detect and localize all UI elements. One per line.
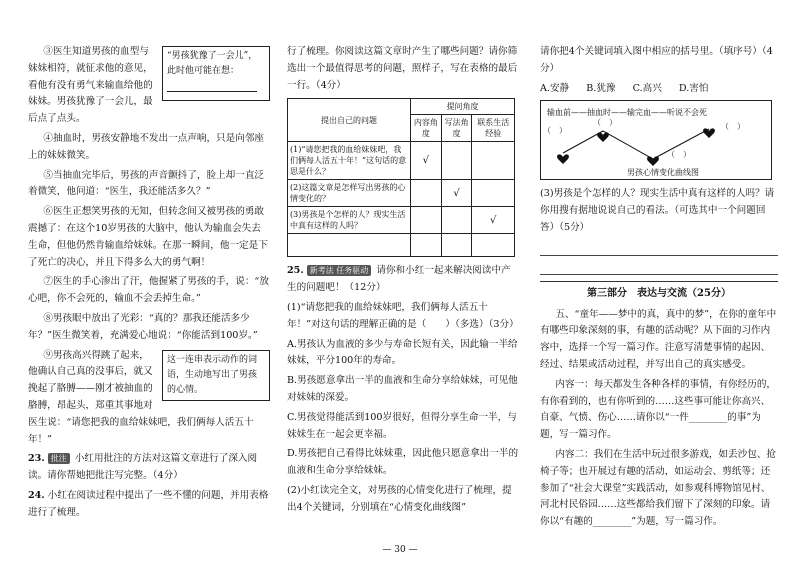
paragraph-3: ③医生知道男孩的血型与妹妹相符，就征求他的意见，看他有没有勇气来输血给他的妹妹。男孩犹豫了一会儿，最后点了点头。 xyxy=(28,46,153,125)
keyword-options xyxy=(540,81,778,98)
diagram-caption: 男孩心情变化曲线图 xyxy=(627,168,699,178)
table-header-question: 提出自己的问题 xyxy=(288,99,411,142)
table-header-content: 内容角度 xyxy=(411,115,442,142)
question-tag: 批注 xyxy=(48,453,70,464)
right-column xyxy=(540,44,778,534)
option-c[interactable]: C.男孩觉得能活到100岁很好，但得分享生命一半，与妹妹生在一起会更幸福。 xyxy=(287,411,517,440)
annotation-box-1: “男孩犹豫了一会儿”，此时他可能在想： xyxy=(162,46,270,101)
paragraph-8: ⑧男孩眼中放出了光彩：“真的？那我还能活多少年？”医生微笑着，充满爱心地说：“你能活到100岁。” xyxy=(28,312,258,341)
middle-column xyxy=(287,44,519,520)
left-column xyxy=(28,44,270,525)
writing-option-2: 内容二：我们在生活中玩过很多游戏，如丢沙包、抢椅子等；也开展过有趣的活动，如运动会、剪纸等；还参加了“社会大课堂”实践活动，如参观科博物馆见村、河北村民俗园……这些都给我们留下了深刻的印象。请你以“有趣的________”为题，写一篇习作。 xyxy=(540,448,777,528)
table-row: (1)“请您把我的血给妹妹吧，我们俩每人活五十年！”这句话的意思是什么？ √ xyxy=(288,142,515,180)
answer-line[interactable] xyxy=(540,260,778,275)
paragraph-7: ⑦医生的手心渗出了汗，他握紧了男孩的手，说：“放心吧，你不会死的，输血不会丢掉生命。” xyxy=(28,276,269,305)
keyword-c: C.高兴 xyxy=(632,82,662,94)
annotation-box-2: 这一连串表示动作的词语，生动地写出了男孩的心情。 xyxy=(162,350,270,401)
page-number: — 30 — xyxy=(382,545,418,555)
heart-icon xyxy=(597,133,609,143)
table-header-angle: 提问角度 xyxy=(411,99,515,115)
diagram-blank-4[interactable]: （ ） xyxy=(721,122,745,132)
paragraph-9: ⑨男孩高兴得跳了起来，他确认自己真的没事后，就又挽起了胳膊——刚才被抽血的胳膊，昂起头，郑重其事地对医生说：“请您把我的血给妹妹吧，我们俩每人活五十年！” xyxy=(28,349,254,445)
table-header-writing: 写法角度 xyxy=(441,115,472,142)
question-24: 24. 小红在阅读过程中提出了一些不懂的问题，并用表格进行了梳理。 xyxy=(28,489,269,518)
option-b[interactable]: B.男孩愿意拿出一半的血液和生命分享给妹妹，可见他对妹妹的深爱。 xyxy=(287,375,518,403)
question-25-3: (3)男孩是个怎样的人？现实生活中真有这样的人吗？请你用搜有据地说说自己的看法。（可选其中一个问题回答）（5分） xyxy=(540,188,775,233)
table-row-answer[interactable] xyxy=(288,234,515,257)
check-mark: √ xyxy=(441,180,472,207)
table-row: (2)这篇文章是怎样写出男孩的心情变化的？ √ xyxy=(288,180,515,207)
diagram-blank-2[interactable]: （ ） xyxy=(593,118,617,128)
diagram-stages: 输血前——抽血时——输完血——听说不会死 xyxy=(547,108,707,118)
question-23: 23. 批注 小红用批注的方法对这篇文章进行了深入阅读。请你帮她把批注写完整。（4分） xyxy=(28,453,258,482)
question-25-2: (2)小红读完全文，对男孩的心情变化进行了梳理，提出4个关键词，分别填在“心情变化曲线图” xyxy=(287,484,512,513)
question-25-1: (1)“请您把我的血给妹妹吧，我们俩每人活五十年！”对这句话的理解正确的是（ ）（多选）（3分） xyxy=(287,301,519,330)
table-row: (3)男孩是个怎样的人？现实生活中真有这样的人吗？ √ xyxy=(288,207,515,234)
paragraph-6: ⑥医生正想笑男孩的无知，但转念间又被男孩的勇敢震撼了：在这个10岁男孩的大脑中，他认为输血会失去生命，但他仍然肯输血给妹妹。在那一瞬间，他一定是下了死亡的决心，并且下得多么大的勇气啊！ xyxy=(28,206,268,268)
option-a[interactable]: A.男孩认为血液的多少与寿命长短有关，因此输一半给妹妹，平分100年的寿命。 xyxy=(287,338,518,367)
question-25: 25. 新考法 任务驱动 请你和小红一起来解决阅读中产生的问题吧！（12分） xyxy=(287,265,511,294)
paragraph-4: ④抽血时，男孩安静地不发出一点声响，只是向邻座上的妹妹微笑。 xyxy=(28,132,265,161)
option-d[interactable]: D.男孩把自己看得比妹妹重，因此他只愿意拿出一半的血液和生命分享给妹妹。 xyxy=(287,448,519,477)
heart-icon xyxy=(703,129,715,139)
answer-blank[interactable] xyxy=(167,79,257,92)
check-mark: √ xyxy=(472,207,515,234)
question-tag: 新考法 任务驱动 xyxy=(307,265,372,276)
question-24-continued: 行了梳理。你阅读这篇文章时产生了哪些问题？请你筛选出一个最值得思考的问题，照样子，写在表格的最后一行。（4分） xyxy=(287,46,518,91)
writing-option-1: 内容一：每天都发生各种各样的事情，有你经历的，有你看到的，也有你听到的……这些事可能让你高兴、自豪、气愤、伤心……请你以“一件________的事”为题，写一篇习作。 xyxy=(540,378,777,441)
table-header-life: 联系生活经验 xyxy=(472,115,515,142)
paragraph-5: ⑤当抽血完毕后，男孩的声音颤抖了，脸上却一直泛着微笑，他问道：“医生，我还能活多久？” xyxy=(28,169,265,198)
diagram-blank-1[interactable]: （ ） xyxy=(543,126,567,136)
question-table xyxy=(287,98,515,257)
answer-cell[interactable] xyxy=(288,234,411,257)
keyword-d: D.害怕 xyxy=(678,82,709,94)
heart-icon xyxy=(557,155,569,165)
question-25-2-continued: 请你把4个关键词填入图中相应的括号里。（填序号）（4分） xyxy=(540,46,773,74)
writing-task: 五、“童年——梦中的真，真中的梦”，在你的童年中有哪些印象深刻的事，有趣的活动呢？从下面的习作内容中，选择一个写一篇习作。注意写清楚事情的起因、经过、结果或活动过程，并写出自己的真实感受。 xyxy=(540,308,777,370)
check-mark: √ xyxy=(411,142,442,180)
answer-line[interactable] xyxy=(540,241,778,256)
diagram-blank-3[interactable]: （ ） xyxy=(667,150,691,160)
keyword-a: A.安静 xyxy=(540,82,570,94)
section-title: 第三部分 表达与交流（25分） xyxy=(540,281,778,303)
mood-curve-diagram xyxy=(540,100,772,180)
keyword-b: B.犹豫 xyxy=(586,82,616,94)
